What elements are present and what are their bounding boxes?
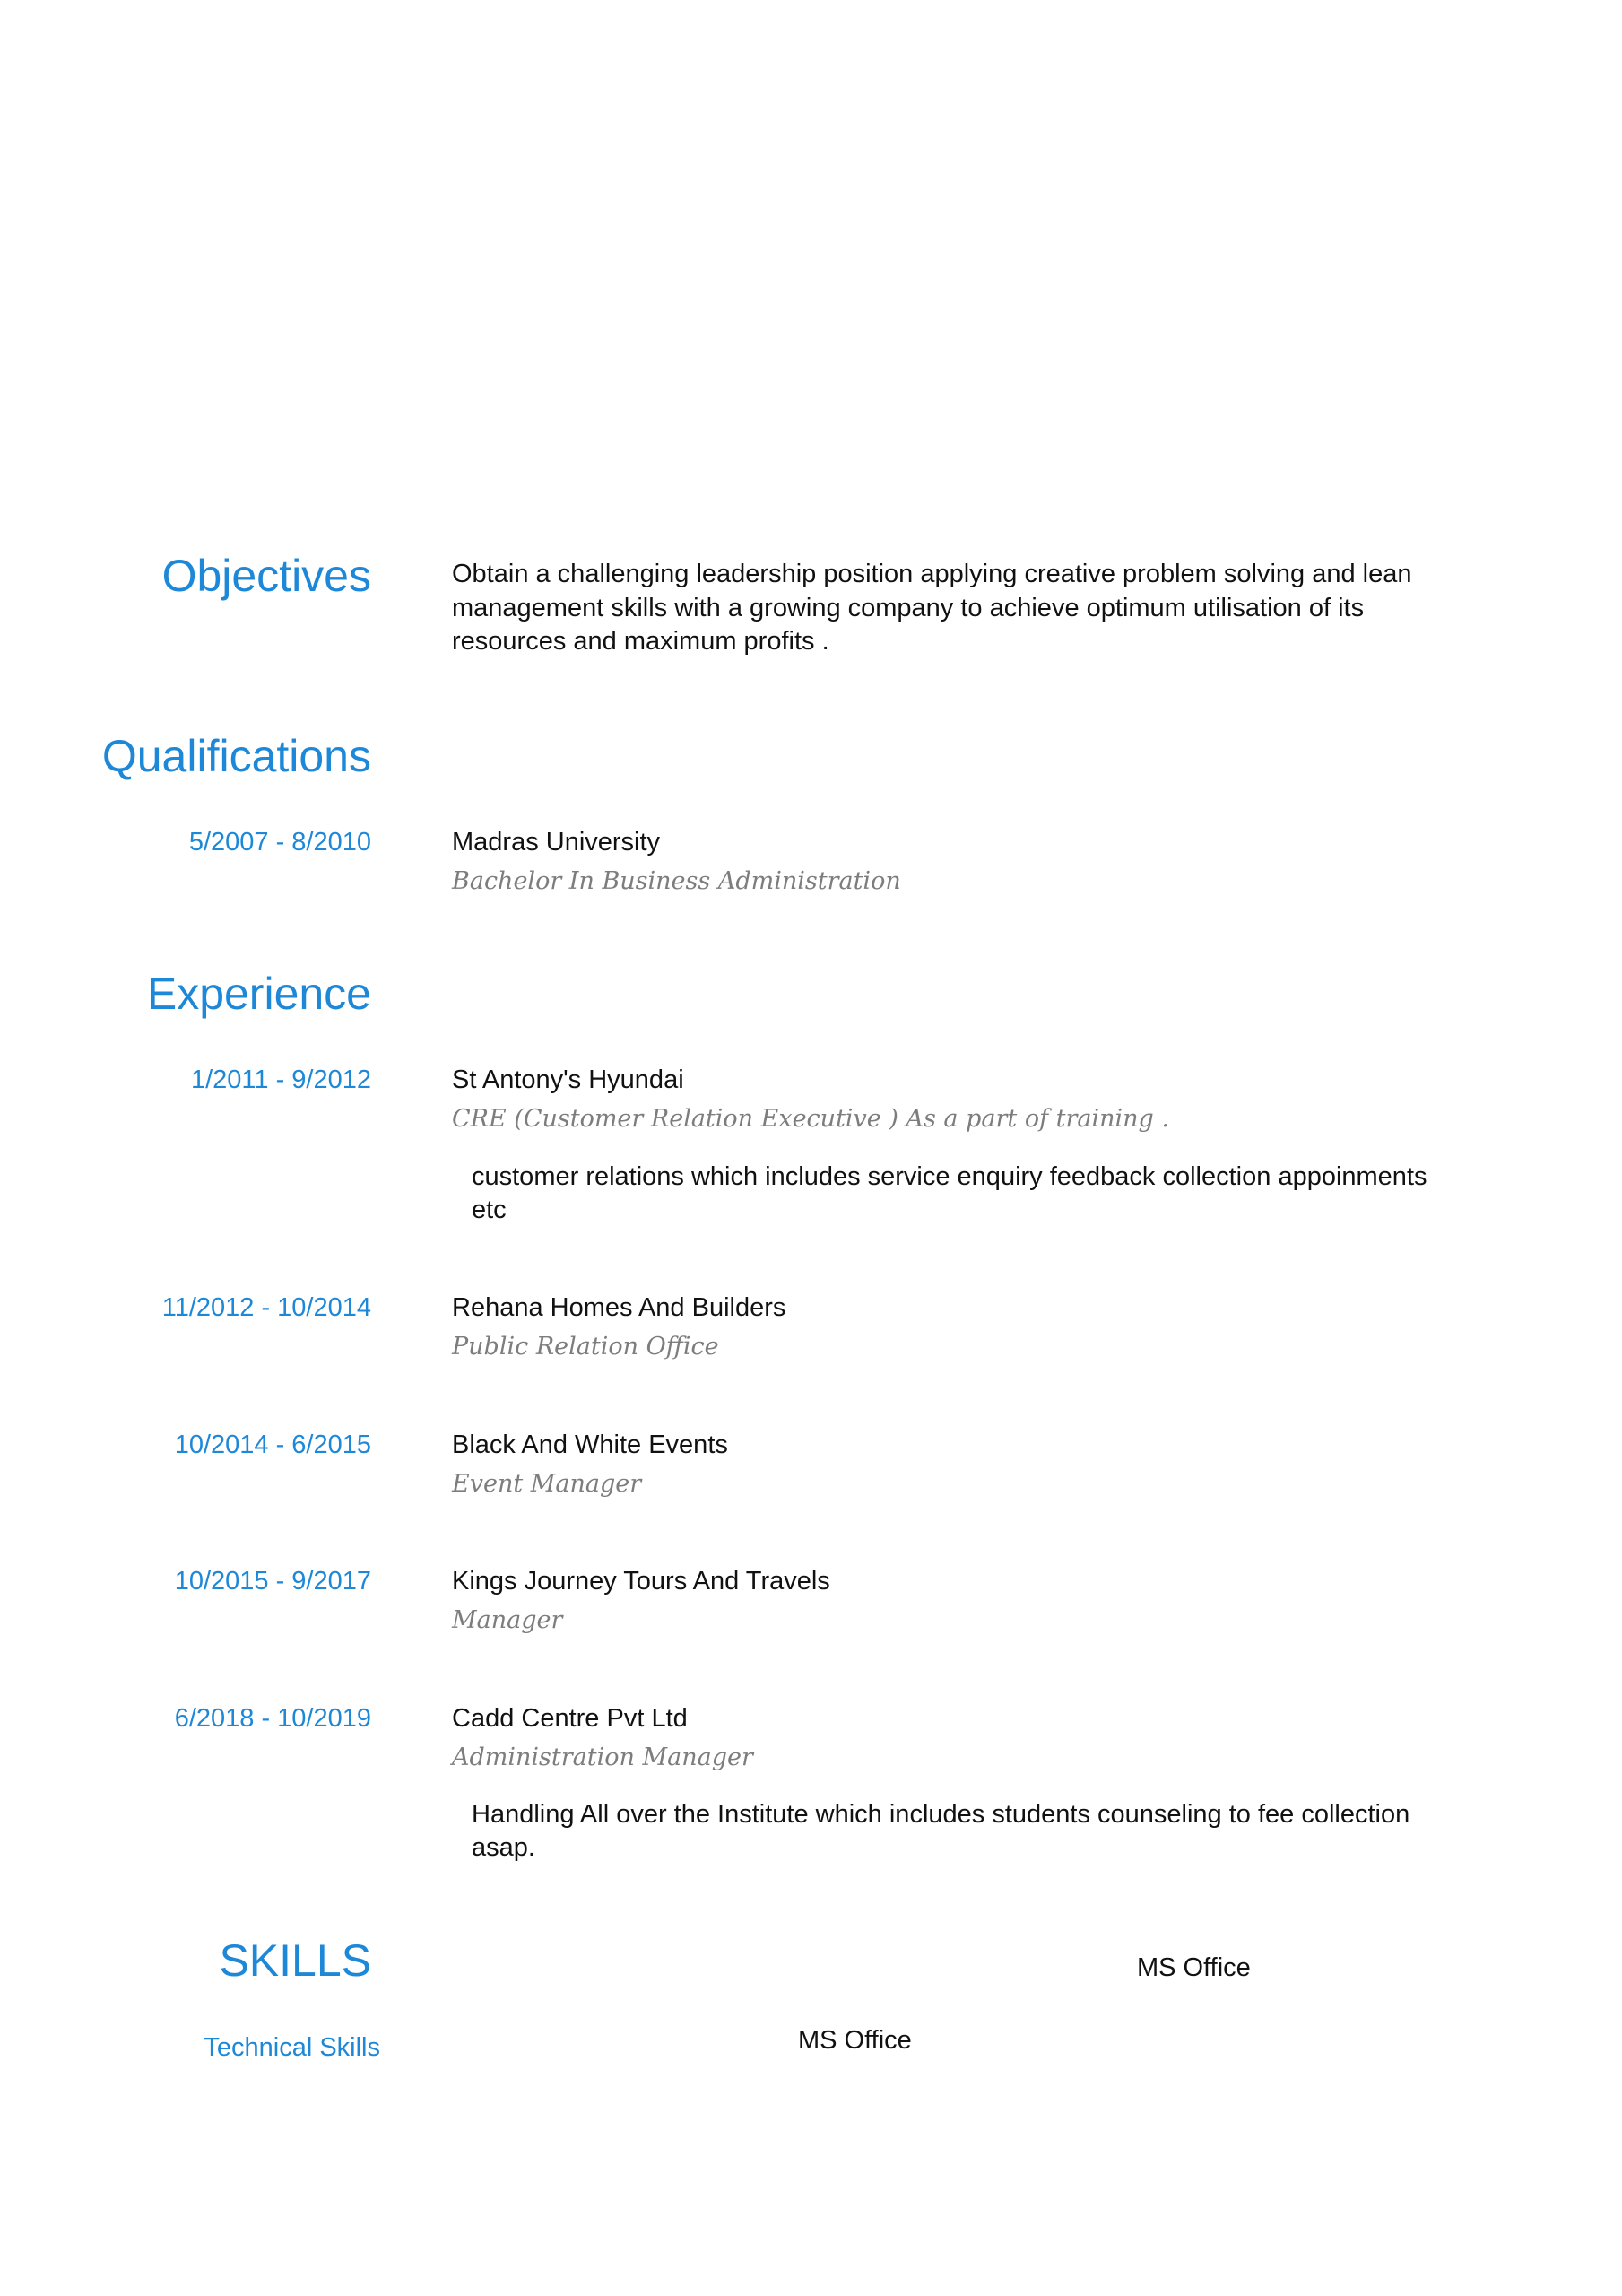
experience-date: 10/2014 - 6/2015 xyxy=(174,1431,371,1459)
objectives-heading: Objectives xyxy=(161,551,371,601)
experience-date: 10/2015 - 9/2017 xyxy=(174,1567,371,1596)
skill-item-name: MS Office xyxy=(798,2026,912,2055)
experience-date: 11/2012 - 10/2014 xyxy=(161,1293,371,1322)
experience-company: Kings Journey Tours And Travels xyxy=(452,1567,830,1596)
skill-label-clip xyxy=(1076,1953,1309,2016)
experience-role: Manager xyxy=(452,1606,563,1634)
objectives-text: Obtain a challenging leadership position applying creative problem solving and lean management skills with a growing company to achieve optimum utilisation of its resources and maximum profits . xyxy=(452,560,1412,656)
qualification-date: 5/2007 - 8/2010 xyxy=(188,828,371,857)
qualification-institution: Madras University xyxy=(452,828,661,857)
skills-heading: SKILLS xyxy=(219,1935,371,1986)
experience-date: 1/2011 - 9/2012 xyxy=(190,1065,371,1094)
skill-label-clip xyxy=(789,2022,1022,2055)
skill-item-name: MS Office xyxy=(1137,1953,1251,1982)
technical-skills-label: Technical Skills xyxy=(204,2033,380,2062)
qualification-degree: Bachelor In Business Administration xyxy=(452,867,901,895)
experience-role: Event Manager xyxy=(452,1470,642,1498)
experience-company: Black And White Events xyxy=(452,1431,728,1459)
experience-role: Public Relation Office xyxy=(452,1333,719,1361)
experience-date: 6/2018 - 10/2019 xyxy=(174,1704,371,1733)
experience-heading: Experience xyxy=(146,969,371,1019)
experience-description: customer relations which includes service enquiry feedback collection appoinments etc xyxy=(472,1162,1427,1224)
experience-company: St Antony's Hyundai xyxy=(452,1065,684,1094)
qualifications-heading: Qualifications xyxy=(101,731,371,781)
experience-description: Handling All over the Institute which includes students counseling to fee collection asap. xyxy=(472,1800,1410,1862)
experience-company: Rehana Homes And Builders xyxy=(452,1293,786,1322)
experience-role: CRE (Customer Relation Executive ) As a part of training . xyxy=(452,1105,1170,1133)
experience-company: Cadd Centre Pvt Ltd xyxy=(452,1704,688,1733)
experience-role: Administration Manager xyxy=(452,1744,753,1771)
